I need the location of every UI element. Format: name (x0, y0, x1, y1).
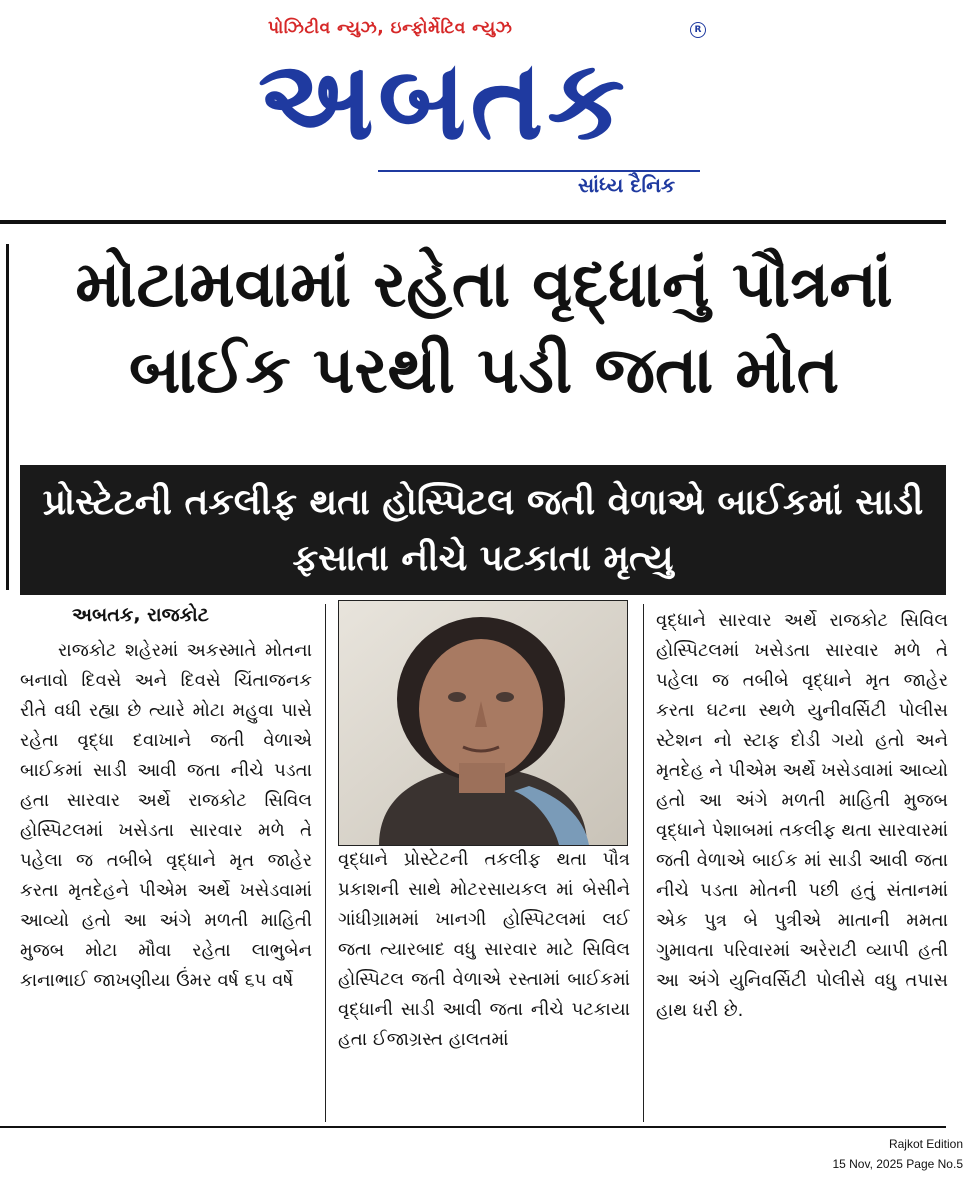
headline-left-rule (6, 244, 9, 590)
bottom-divider (0, 1126, 946, 1128)
edition-name: Rajkot Edition (888, 1137, 963, 1151)
column-divider (643, 604, 644, 1122)
masthead (0, 0, 971, 215)
logo-underline (378, 170, 700, 172)
masthead-subtitle: સાંધ્ય દૈનિક (578, 173, 676, 197)
column-divider (325, 604, 326, 1122)
portrait-photo (338, 600, 628, 846)
registered-mark: R (690, 22, 706, 38)
top-divider (0, 220, 946, 224)
edition-date-page: 15 Nov, 2025 Page No.5 (832, 1157, 963, 1171)
article-column-3: વૃદ્ધાને સારવાર અર્થે રાજકોટ સિવિલ હોસ્પિટલમાં ખસેડતા સારવાર મળે તે પહેલા જ તબીબે વૃદ્ધાને મૃત જાહેર કરતા ઘટના સ્થળે યુનીવર્સિટી પોલીસ સ્ટેશન નો સ્ટાફ દોડી ગયો હતો અને મૃતદેહ ને પીએમ અર્થે ખસેડવામાં આવ્યો હતો આ અંગે મળતી માહિતી મુજબ વૃદ્ધાને પેશાબમાં તકલીફ થતા સારવારમાં જતી વેળાએ બાઈક માં સાડી આવી જતા નીચે પડતા મોતની પછી હતું સંતાનમાં એક પુત્ર બે પુત્રીએ માતાની મમતા ગુમાવતા પરિવારમાં અરેરાટી વ્યાપી હતી આ અંગે યુનિવર્સિટી પોલીસે વધુ તપાસ હાથ ધરી છે. (656, 610, 948, 1021)
article-headline: મોટામવામાં રહેતા વૃદ્ધાનું પૌત્રનાં બાઈક પરથી પડી જતા મોત (75, 248, 893, 408)
newspaper-logo: અબતક (258, 38, 629, 163)
article-column-2: વૃદ્ધાને પ્રોસ્ટેટની તકલીફ થતા પૌત્ર પ્રકાશની સાથે મોટરસાયકલ માં બેસીને ગાંધીગ્રામમાં ખાનગી હોસ્પિટલમાં લઈ જતા ત્યારબાદ વધુ સારવાર માટે સિવિલ હોસ્પિટલ જતી વેળાએ રસ્તામાં બાઈકમાં વૃદ્ધાની સાડી આવી જતા નીચે પટકાયા હતા ઈજાગ્રસ્ત હાલતમાં (338, 849, 630, 1050)
article-column-1: રાજકોટ શહેરમાં અકસ્માતે મોતના બનાવો દિવસે અને દિવસે ચિંતાજનક રીતે વધી રહ્યા છે ત્યારે મોટા મહુવા પાસે રહેતા વૃદ્ધા દવાખાને જતી વેળાએ બાઈકમાં સાડી આવી જતા નીચે પડતા હતા સારવાર અર્થે રાજકોટ સિવિલ હોસ્પિટલમાં ખસેડતા સારવાર મળે તે પહેલા જ તબીબે વૃદ્ધાને મૃત જાહેર કરતા મૃતદેહને પીએમ અર્થે ખસેડવામાં આવ્યો હતો આ અંગે મળતી માહિતી મુજબ મોટા મૌવા રહેતા લાભુબેન કાનાભાઈ જાખણીયા ઉંમર વર્ષ ૬૫ વર્ષે (20, 640, 312, 991)
edition-info (832, 1134, 963, 1174)
article-subheadline: પ્રોસ્ટેટની તકલીફ થતા હોસ્પિટલ જતી વેળાએ બાઈકમાં સાડી ફસાતા નીચે પટકાતા મૃત્યુ (20, 465, 946, 595)
article-byline: અબતક, રાજકોટ (72, 604, 209, 626)
masthead-tagline: પોઝિટીવ ન્યુઝ, ઇન્ફોર્મેટિવ ન્યુઝ (268, 18, 513, 38)
portrait-photo-image (339, 601, 627, 845)
